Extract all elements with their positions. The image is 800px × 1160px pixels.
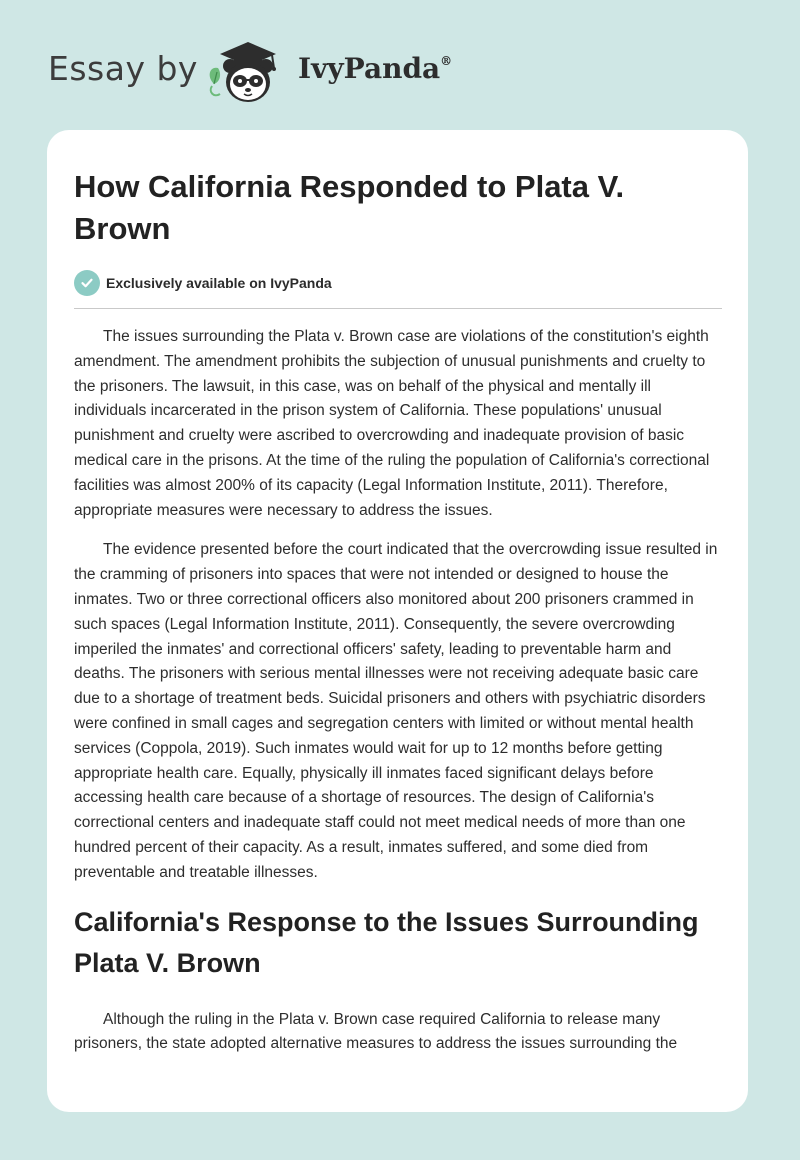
check-icon [74,270,100,296]
article-card [47,130,748,1112]
section-paragraph: Although the ruling in the Plata v. Brown case required California to release many prisoners, the state adopted alternative measures to address the issues surrounding the [74,1010,678,1053]
paragraph-1: The issues surrounding the Plata v. Brown case are violations of the constitution's eighth amendment. The amendment prohibits the subjection of unusual punishments and cruelty to the prisoners. The lawsuit, in this case, was on behalf of the physical and mentally ill individuals incarcerated in the prison system of California. These populations' unusual punishment and cruelty were ascribed to overcrowding and inadequate provision of basic medical care in the prisons. At the time of the ruling the population of California's correctional facilities was almost 200% of its capacity (Legal Information Institute, 2011). Therefore, appropriate measures were necessary to address the issues. [74,328,710,519]
brand-name[interactable] [298,52,452,85]
section-heading: California's Response to the Issues Surrounding Plata V. Brown [74,906,699,978]
brand-text: IvyPanda [298,52,441,85]
panda-logo-icon[interactable] [200,36,296,108]
exclusive-badge-text: Exclusively available on IvyPanda [106,275,332,291]
article-content [74,166,722,1057]
divider [74,308,722,309]
paragraph-2: The evidence presented before the court indicated that the overcrowding issue resulted in the cramming of prisoners into spaces that were not intended or designed to house the inmates. Two or three correctional officers also monitored about 200 prisoners crammed in such spaces (Legal Information Institute, 2011). Consequently, the severe overcrowding imperiled the inmates' and correctional officers' safety, leading to preventable harm and deaths. The prisoners with serious mental illnesses were not receiving adequate basic care due to a shortage of treatment beds. Suicidal prisoners and others with psychiatric disorders were confined in small cages and segregation centers with limited or without mental health services (Coppola, 2019). Such inmates would wait for up to 12 months before getting appropriate health care. Equally, physically ill inmates faced significant delays before accessing health care because of a shortage of resources. The design of California's correctional centers and inadequate staff could not meet medical needs of more than one hundred percent of their capacity. As a result, inmates suffered, and some died from preventable and treatable illnesses. [74,541,718,881]
registered-mark: ® [440,54,453,68]
essay-by-label: Essay by [48,49,198,88]
exclusive-badge [74,270,722,296]
site-header [0,0,800,130]
article-title: How California Responded to Plata V. Brown [74,169,625,246]
